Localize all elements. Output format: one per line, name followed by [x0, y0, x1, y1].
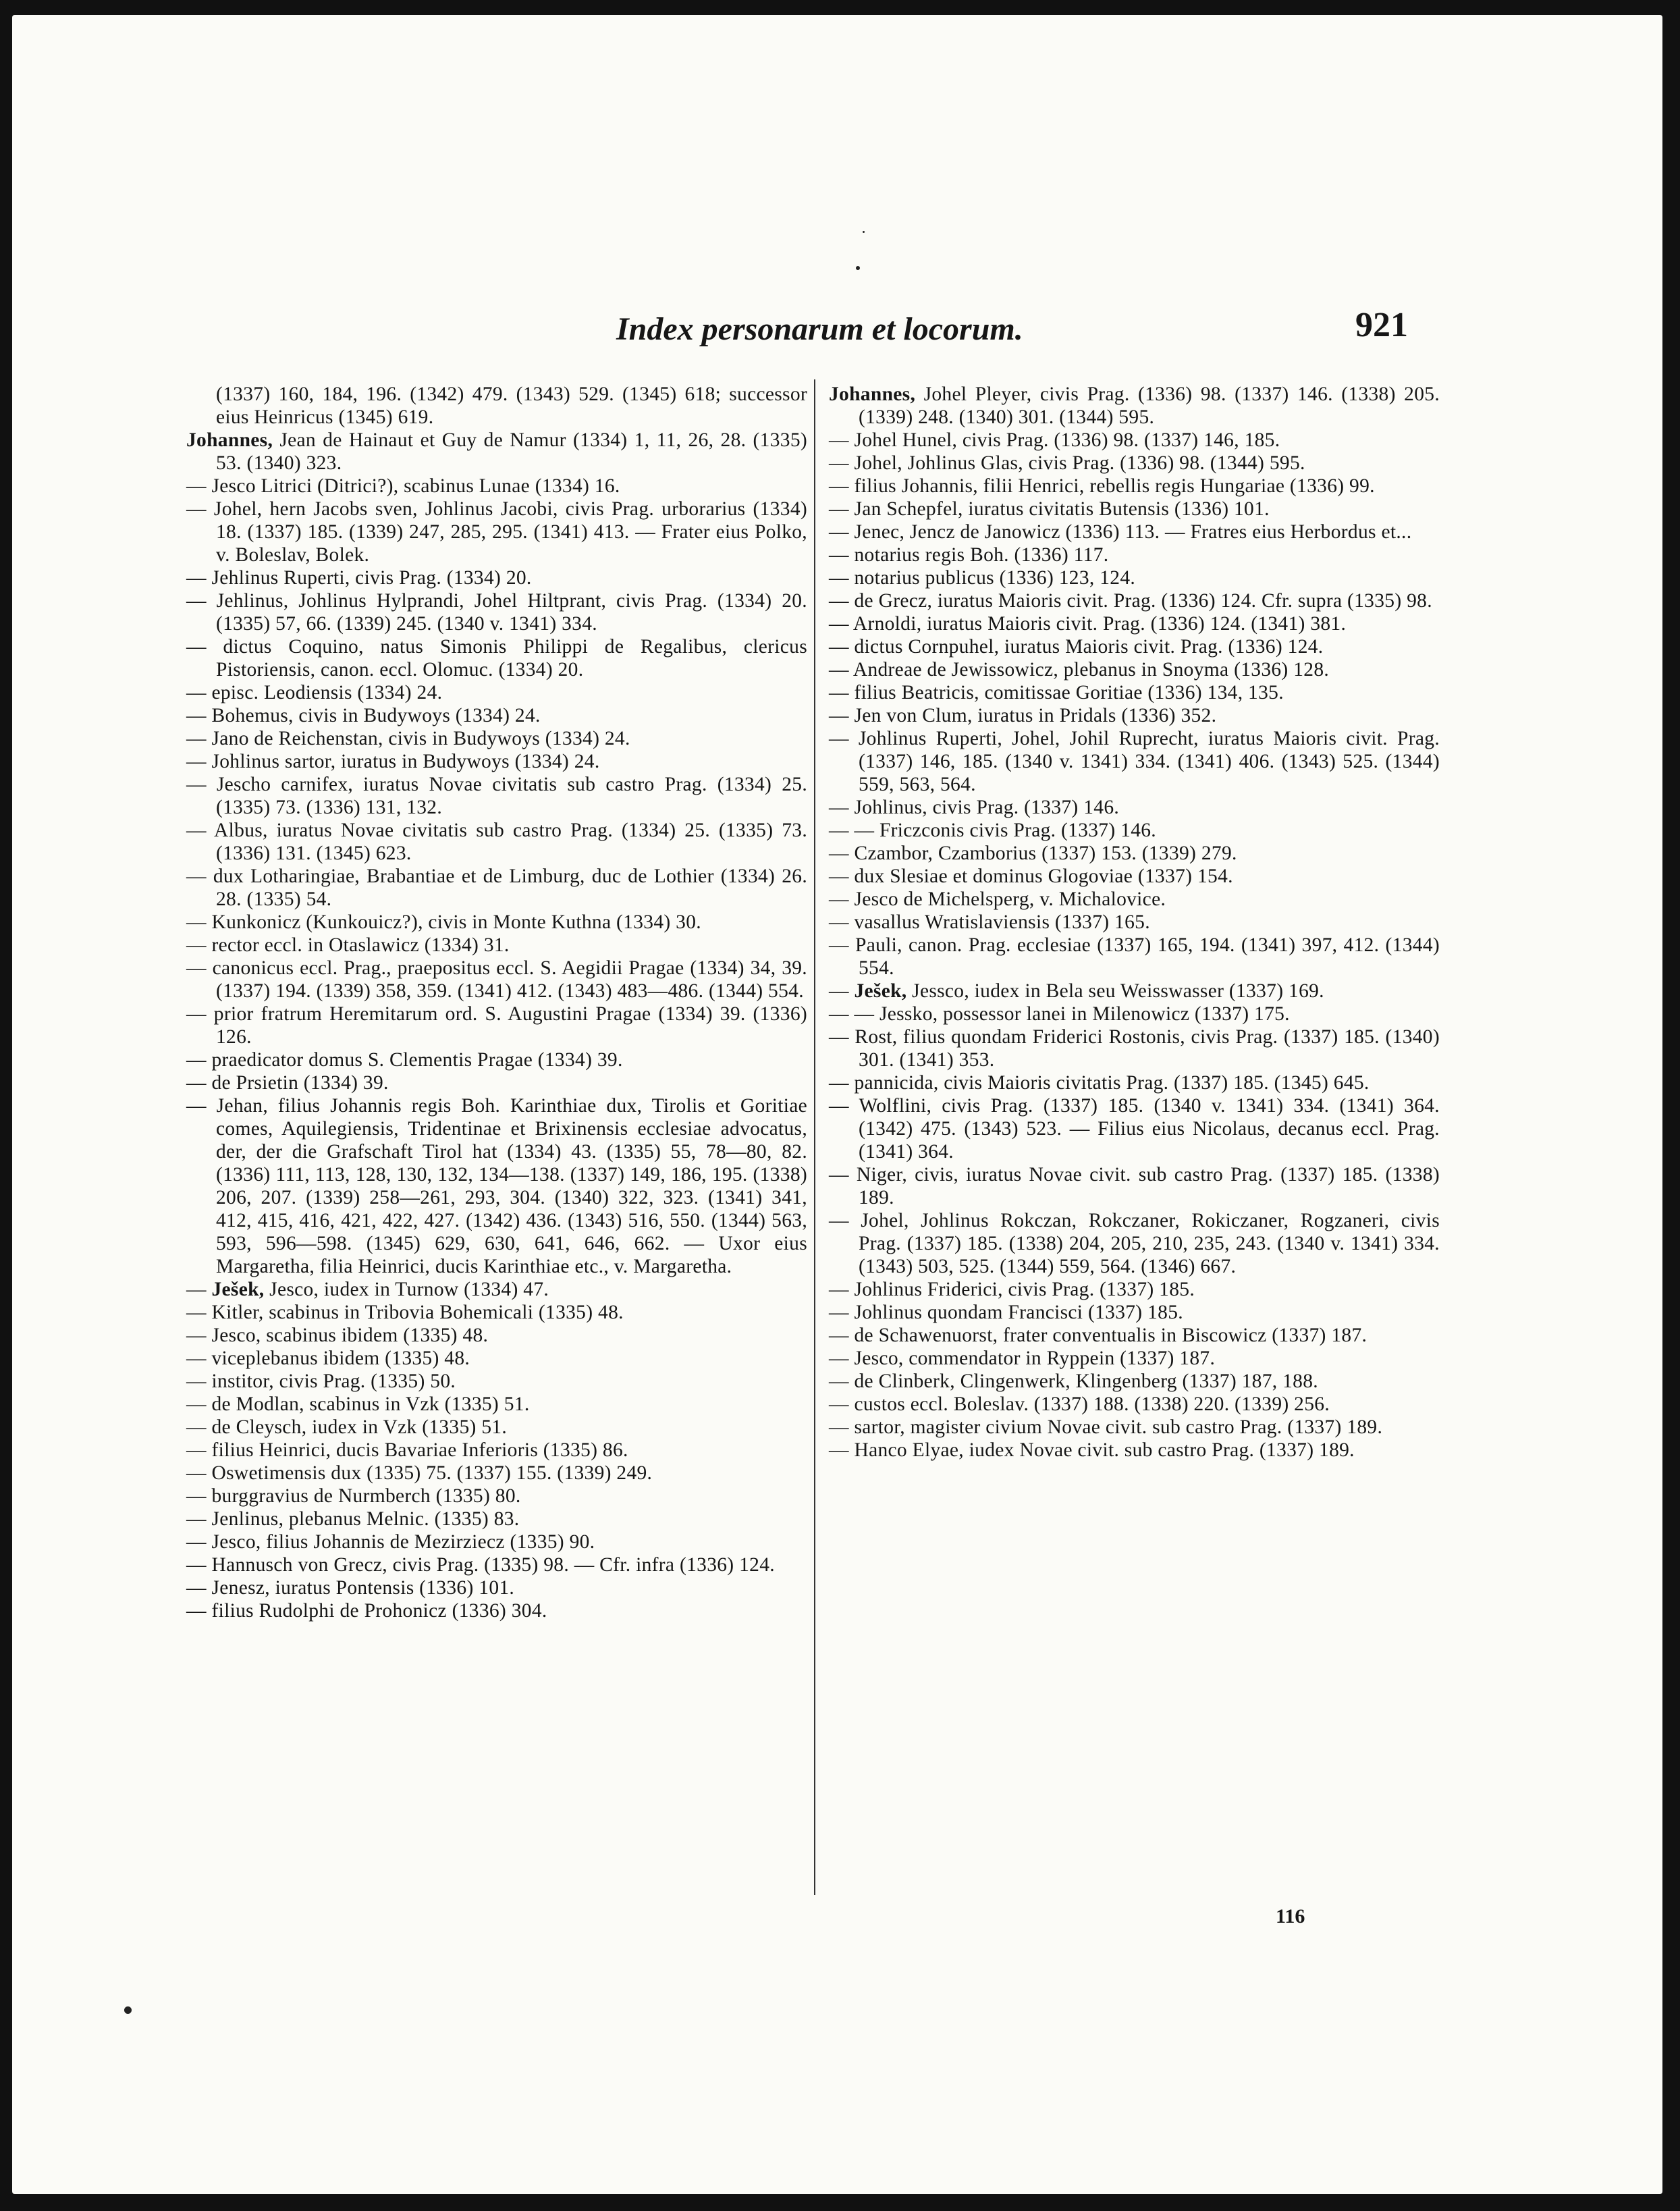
entry-text: — Johlinus, civis Prag. (1337) 146. — [829, 797, 1120, 818]
index-entry — [186, 1576, 807, 1599]
index-entry — [829, 1347, 1440, 1370]
entry-text: Johel Pleyer, civis Prag. (1336) 98. (1337) 146. (1338) 205. (1339) 248. (1340) 301. (1344) 595. — [859, 383, 1440, 428]
scanned-page — [12, 15, 1662, 2194]
index-entry — [829, 819, 1440, 842]
entry-headword: Ješek, — [854, 980, 907, 1002]
right-column — [829, 383, 1440, 1462]
entry-text: (1337) 160, 184, 196. (1342) 479. (1343) 529. (1345) 618; successor eius Heinricus (1345) 619. — [216, 383, 807, 428]
index-entry — [829, 475, 1440, 498]
index-entry — [186, 1094, 807, 1278]
entry-text: — Czambor, Czamborius (1337) 153. (1339) 279. — [829, 843, 1237, 864]
entry-dash: — — [829, 980, 855, 1002]
index-entry — [829, 635, 1440, 658]
entry-text: — de Prsietin (1334) 39. — [186, 1072, 389, 1094]
index-entry — [186, 1462, 807, 1485]
entry-text: — Johlinus Friderici, civis Prag. (1337) 185. — [829, 1279, 1195, 1300]
entry-text: — praedicator domus S. Clementis Pragae (1334) 39. — [186, 1049, 623, 1071]
index-entry — [829, 1278, 1440, 1301]
index-entry — [829, 1025, 1440, 1071]
entry-text: — Jen von Clum, iuratus in Pridals (1336) 352. — [829, 705, 1217, 726]
index-entry — [829, 1301, 1440, 1324]
entry-text: — prior fratrum Heremitarum ord. S. Augustini Pragae (1334) 39. (1336) 126. — [186, 1003, 807, 1048]
index-entry — [829, 1163, 1440, 1209]
entry-text: — Arnoldi, iuratus Maioris civit. Prag. (1336) 124. (1341) 381. — [829, 613, 1347, 635]
entry-text: — filius Johannis, filii Henrici, rebellis regis Hungariae (1336) 99. — [829, 475, 1375, 497]
index-entry — [186, 1599, 807, 1622]
entry-text: — Niger, civis, iuratus Novae civit. sub castro Prag. (1337) 185. (1338) 189. — [829, 1164, 1440, 1208]
index-entry — [186, 589, 807, 635]
index-entry — [186, 819, 807, 865]
index-entry — [829, 865, 1440, 888]
index-entry — [186, 1278, 807, 1301]
entry-text: Jessco, iudex in Bela seu Weisswasser (1337) 169. — [906, 980, 1324, 1002]
index-entry — [186, 566, 807, 589]
dust-speck — [856, 266, 860, 270]
entry-text: — dictus Cornpuhel, iuratus Maioris civit. Prag. (1336) 124. — [829, 636, 1324, 658]
entry-text: — episc. Leodiensis (1334) 24. — [186, 682, 443, 703]
index-entry — [186, 1416, 807, 1439]
index-entry — [829, 1324, 1440, 1347]
index-entry — [829, 1003, 1440, 1025]
index-entry — [186, 383, 807, 429]
entry-text: — Kunkonicz (Kunkouicz?), civis in Monte Kuthna (1334) 30. — [186, 911, 701, 933]
index-entry — [186, 1530, 807, 1553]
entry-text: — Wolflini, civis Prag. (1337) 185. (1340 v. 1341) 334. (1341) 364. (1342) 475. (1343) 523. — Filius eius Nicolaus, decanus eccl. Prag. (1341) 364. — [829, 1095, 1440, 1163]
entry-text: — Jenesz, iuratus Pontensis (1336) 101. — [186, 1577, 515, 1599]
entry-text: Jean de Hainaut et Guy de Namur (1334) 1, 11, 26, 28. (1335) 53. (1340) 323. — [216, 429, 807, 474]
entry-text: Jesco, iudex in Turnow (1334) 47. — [264, 1279, 549, 1300]
entry-text: — canonicus eccl. Prag., praepositus eccl. S. Aegidii Pragae (1334) 34, 39. (1337) 194. (1339) 358, 359. (1341) 412. (1343) 483—486. (1344) 554. — [186, 957, 807, 1002]
entry-text: — Johlinus Ruperti, Johel, Johil Ruprecht, iuratus Maioris civit. Prag. (1337) 146, 185. (1340 v. 1341) 334. (1341) 406. (1343) 525. (1344) 559, 563, 564. — [829, 728, 1440, 795]
entry-text: — custos eccl. Boleslav. (1337) 188. (1338) 220. (1339) 256. — [829, 1393, 1330, 1415]
entry-text: — Johel, Johlinus Glas, civis Prag. (1336) 98. (1344) 595. — [829, 452, 1305, 474]
index-entry — [186, 1048, 807, 1071]
entry-text: — Johel, hern Jacobs sven, Johlinus Jacobi, civis Prag. urborarius (1334) 18. (1337) 185. (1339) 247, 285, 295. (1341) 413. — Frater eius Polko, v. Boleslav, Bolek. — [186, 498, 807, 566]
entry-headword: Johannes, — [829, 383, 916, 405]
entry-text: — notarius publicus (1336) 123, 124. — [829, 567, 1136, 589]
entry-text: — Jesco, commendator in Ryppein (1337) 187. — [829, 1348, 1216, 1369]
entry-text: — Jesco, filius Johannis de Mezirziecz (1335) 90. — [186, 1531, 595, 1553]
index-entry — [186, 1347, 807, 1370]
index-entry — [186, 957, 807, 1003]
index-entry — [829, 911, 1440, 934]
index-entry — [829, 589, 1440, 612]
entry-text: — viceplebanus ibidem (1335) 48. — [186, 1348, 470, 1369]
entry-text: — Jescho carnifex, iuratus Novae civitatis sub castro Prag. (1334) 25. (1335) 73. (1336) 131, 132. — [186, 774, 807, 818]
index-entry — [829, 704, 1440, 727]
index-entry — [186, 1003, 807, 1048]
index-entry — [186, 1439, 807, 1462]
index-entry — [829, 521, 1440, 543]
entry-text: — sartor, magister civium Novae civit. sub castro Prag. (1337) 189. — [829, 1416, 1383, 1438]
index-entry — [829, 934, 1440, 980]
index-entry — [186, 1324, 807, 1347]
signature-mark: 116 — [1276, 1905, 1305, 1927]
left-column — [186, 383, 807, 1622]
entry-text: — de Grecz, iuratus Maioris civit. Prag. (1336) 124. Cfr. supra (1335) 98. — [829, 590, 1432, 612]
index-entry — [186, 1393, 807, 1416]
entry-headword: Ješek, — [211, 1279, 265, 1300]
entry-text: — Jehlinus, Johlinus Hylprandi, Johel Hiltprant, civis Prag. (1334) 20. (1335) 57, 66. (1339) 245. (1340 v. 1341) 334. — [186, 590, 807, 635]
index-entry — [829, 1209, 1440, 1278]
entry-text: — Jesco, scabinus ibidem (1335) 48. — [186, 1325, 489, 1346]
index-entry — [829, 796, 1440, 819]
index-entry — [829, 566, 1440, 589]
index-entry — [186, 1485, 807, 1508]
entry-text: — — Jessko, possessor lanei in Milenowicz (1337) 175. — [829, 1003, 1290, 1025]
entry-text: — Rost, filius quondam Friderici Rostonis, civis Prag. (1337) 185. (1340) 301. (1341) 353. — [829, 1026, 1440, 1071]
entry-text: — de Schawenuorst, frater conventualis in Biscowicz (1337) 187. — [829, 1325, 1367, 1346]
index-entry — [186, 727, 807, 750]
entry-text: — Johel, Johlinus Rokczan, Rokczaner, Rokiczaner, Rogzaneri, civis Prag. (1337) 185. (1338) 204, 205, 210, 235, 243. (1340 v. 1341) 334. (1343) 503, 525. (1344) 559, 564. (1346) 667. — [829, 1210, 1440, 1277]
index-entry — [186, 635, 807, 681]
entry-text: — Pauli, canon. Prag. ecclesiae (1337) 165, 194. (1341) 397, 412. (1344) 554. — [829, 934, 1440, 979]
entry-text: — de Modlan, scabinus in Vzk (1335) 51. — [186, 1393, 530, 1415]
entry-text: — Jenec, Jencz de Janowicz (1336) 113. — Fratres eius Herbordus et... — [829, 521, 1412, 543]
index-entry — [186, 704, 807, 727]
index-entry — [829, 1370, 1440, 1393]
index-entry — [186, 911, 807, 934]
index-entry — [829, 1393, 1440, 1416]
index-entry — [829, 498, 1440, 521]
entry-text: — Jan Schepfel, iuratus civitatis Butensis (1336) 101. — [829, 498, 1270, 520]
entry-text: — dictus Coquino, natus Simonis Philippi de Regalibus, clericus Pistoriensis, canon. eccl. Olomuc. (1334) 20. — [186, 636, 807, 681]
entry-text: — Johlinus sartor, iuratus in Budywoys (1334) 24. — [186, 751, 600, 772]
index-entry — [829, 452, 1440, 475]
entry-text: — Jehan, filius Johannis regis Boh. Karinthiae dux, Tirolis et Goritiae comes, Aquilegiensis, Tridentinae et Brixinensis ecclesiae advocatus, der, der die Grafschaft Tirol hat (1334) 43. (1335) 55, 78—80, 82. (1336) 111, 113, 128, 130, 132, 134—138. (1337) 149, 186, 195. (1338) 206, 207. (1339) 258—261, 293, 304. (1340) 322, 323. (1341) 341, 412, 415, 416, 421, 422, 427. (1342) 436. (1343) 516, 550. (1344) 563, 593, 596—598. (1345) 629, 630, 641, 646, 662. — Uxor eius Margaretha, filia Heinrici, ducis Karinthiae etc., v. Margaretha. — [186, 1095, 807, 1277]
entry-text: — Andreae de Jewissowicz, plebanus in Snoyma (1336) 128. — [829, 659, 1330, 681]
index-entry — [829, 1416, 1440, 1439]
entry-text: — Johlinus quondam Francisci (1337) 185. — [829, 1302, 1183, 1323]
dust-speck — [124, 2006, 132, 2014]
entry-text: — rector eccl. in Otaslawicz (1334) 31. — [186, 934, 510, 956]
index-entry — [829, 888, 1440, 911]
entry-text: — Jesco Litrici (Ditrici?), scabinus Lunae (1334) 16. — [186, 475, 620, 497]
index-entry — [186, 1370, 807, 1393]
entry-text: — notarius regis Boh. (1336) 117. — [829, 544, 1109, 566]
index-entry — [829, 1094, 1440, 1163]
entry-text: — Jano de Reichenstan, civis in Budywoys (1334) 24. — [186, 728, 630, 749]
index-entry — [829, 612, 1440, 635]
entry-text: — Albus, iuratus Novae civitatis sub castro Prag. (1334) 25. (1335) 73. (1336) 131. (1345) 623. — [186, 820, 807, 864]
index-entry — [829, 1071, 1440, 1094]
index-entry — [829, 658, 1440, 681]
index-entry — [186, 498, 807, 566]
entry-text: — Bohemus, civis in Budywoys (1334) 24. — [186, 705, 541, 726]
entry-headword: Johannes, — [186, 429, 273, 451]
entry-text: — filius Rudolphi de Prohonicz (1336) 304. — [186, 1600, 547, 1622]
dust-speck — [863, 231, 865, 233]
index-entry — [186, 475, 807, 498]
entry-text: — Jenlinus, plebanus Melnic. (1335) 83. — [186, 1508, 520, 1530]
column-divider — [814, 379, 815, 1895]
index-entry — [186, 429, 807, 475]
index-entry — [829, 1439, 1440, 1462]
entry-text: — de Clinberk, Clingenwerk, Klingenberg (1337) 187, 188. — [829, 1370, 1318, 1392]
entry-text: — vasallus Wratislaviensis (1337) 165. — [829, 911, 1150, 933]
entry-text: — Jehlinus Ruperti, civis Prag. (1334) 20. — [186, 567, 532, 589]
index-entry — [829, 543, 1440, 566]
entry-text: — Jesco de Michelsperg, v. Michalovice. — [829, 888, 1166, 910]
entry-text: — dux Lotharingiae, Brabantiae et de Limburg, duc de Lothier (1334) 26. 28. (1335) 54. — [186, 865, 807, 910]
entry-text: — burggravius de Nurmberch (1335) 80. — [186, 1485, 521, 1507]
entry-text: — pannicida, civis Maioris civitatis Prag. (1337) 185. (1345) 645. — [829, 1072, 1370, 1094]
entry-text: — filius Heinrici, ducis Bavariae Inferioris (1335) 86. — [186, 1439, 628, 1461]
index-entry — [829, 980, 1440, 1003]
page-number: 921 — [1355, 306, 1408, 344]
entry-text: — institor, civis Prag. (1335) 50. — [186, 1370, 456, 1392]
index-entry — [829, 842, 1440, 865]
index-entry — [829, 429, 1440, 452]
index-entry — [186, 865, 807, 911]
entry-text: — Johel Hunel, civis Prag. (1336) 98. (1337) 146, 185. — [829, 429, 1280, 451]
index-entry — [829, 383, 1440, 429]
index-entry — [186, 934, 807, 957]
entry-text: — Hanco Elyae, iudex Novae civit. sub castro Prag. (1337) 189. — [829, 1439, 1355, 1461]
index-entry — [829, 681, 1440, 704]
index-entry — [186, 1071, 807, 1094]
running-header: Index personarum et locorum. — [616, 311, 1023, 347]
index-entry — [186, 1508, 807, 1530]
index-entry — [829, 727, 1440, 796]
index-entry — [186, 1553, 807, 1576]
entry-text: — de Cleysch, iudex in Vzk (1335) 51. — [186, 1416, 508, 1438]
index-entry — [186, 750, 807, 773]
entry-text: — Kitler, scabinus in Tribovia Bohemicali (1335) 48. — [186, 1302, 624, 1323]
entry-text: — filius Beatricis, comitissae Goritiae (1336) 134, 135. — [829, 682, 1284, 703]
index-entry — [186, 1301, 807, 1324]
entry-text: — Oswetimensis dux (1335) 75. (1337) 155. (1339) 249. — [186, 1462, 653, 1484]
entry-text: — — Friczconis civis Prag. (1337) 146. — [829, 820, 1156, 841]
entry-text: — dux Slesiae et dominus Glogoviae (1337) 154. — [829, 865, 1233, 887]
index-entry — [186, 773, 807, 819]
index-entry — [186, 681, 807, 704]
entry-text: — Hannusch von Grecz, civis Prag. (1335) 98. — Cfr. infra (1336) 124. — [186, 1554, 775, 1576]
entry-dash: — — [186, 1279, 212, 1300]
